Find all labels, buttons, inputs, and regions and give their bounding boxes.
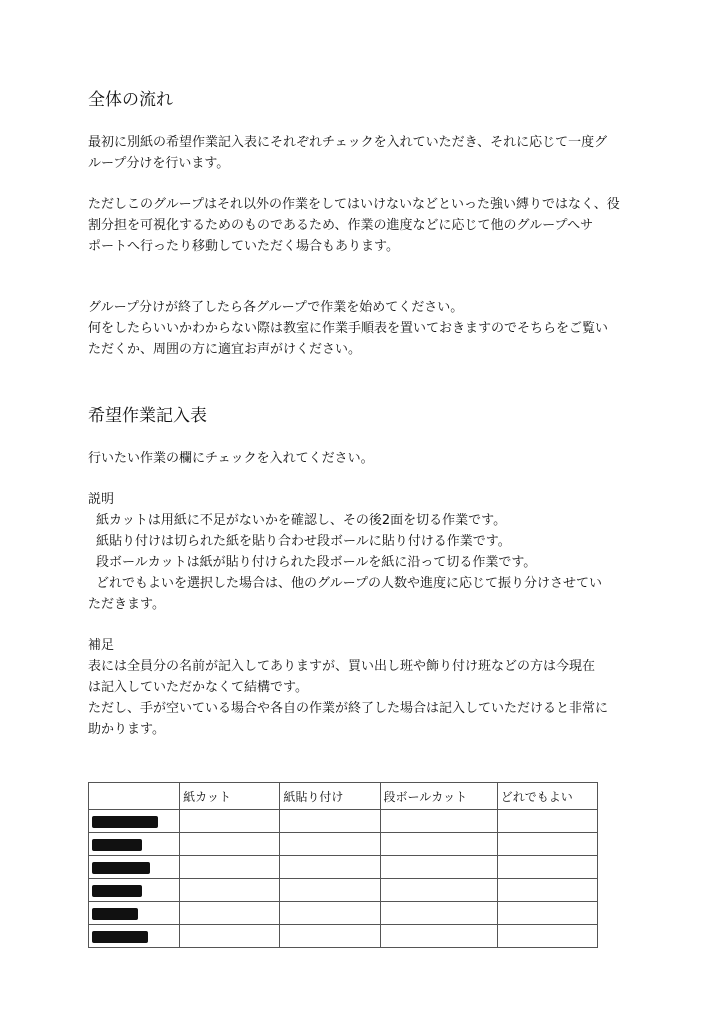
check-cell[interactable] [180,856,280,879]
paragraph-line: ただしこのグループはそれ以外の作業をしてはいけないなどといった強い縛りではなく、役 [88,197,620,212]
paragraph-line: グループ分けが終了したら各グループで作業を始めてください。 [88,300,464,315]
check-cell[interactable] [497,925,597,948]
paragraph-line: 最初に別紙の希望作業記入表にそれぞれチェックを入れていただき、それに応じて一度グ [88,135,608,150]
paragraph-line: 何をしたらいいかわからない際は教室に作業手順表を置いておきますのでそちらをご覧い [88,321,609,336]
table-row [89,810,598,833]
explain-line: 紙カットは用紙に不足がないかを確認し、その後2面を切る作業です。 [96,513,507,528]
explain-line: 紙貼り付けは切られた紙を貼り合わせ段ボールに貼り付ける作業です。 [96,534,511,549]
table-row [89,856,598,879]
intro-text: 行いたい作業の欄にチェックを入れてください。 [88,451,374,466]
redacted-name [89,856,180,879]
check-cell[interactable] [180,833,280,856]
section-title-overall-flow: 全体の流れ [88,90,173,110]
check-cell[interactable] [280,925,380,948]
paragraph-line: 割分担を可視化するためのものであるため、作業の進度などに応じて他のグループへサ [88,218,594,233]
header-name-column [89,783,180,810]
note-line: 表には全員分の名前が記入してありますが、買い出し班や飾り付け班などの方は今現在 [88,659,596,674]
redacted-name [89,833,180,856]
note-line: 助かります。 [88,722,165,737]
check-cell[interactable] [497,902,597,925]
check-cell[interactable] [180,902,280,925]
check-cell[interactable] [497,810,597,833]
header-any: どれでもよい [497,783,597,810]
check-cell[interactable] [380,879,497,902]
table-row [89,925,598,948]
check-cell[interactable] [280,902,380,925]
redacted-name [89,879,180,902]
table-row [89,833,598,856]
check-cell[interactable] [380,810,497,833]
request-table [88,782,598,948]
document-content [88,88,640,948]
check-cell[interactable] [280,879,380,902]
check-cell[interactable] [280,810,380,833]
header-paper-paste: 紙貼り付け [280,783,380,810]
paragraph-line: ただくか、周囲の方に適宜お声がけください。 [88,342,362,357]
check-cell[interactable] [497,856,597,879]
check-cell[interactable] [180,810,280,833]
check-cell[interactable] [497,833,597,856]
check-cell[interactable] [180,925,280,948]
explain-heading: 説明 [88,492,115,507]
note-line: は記入していただかなくて結構です。 [88,680,308,695]
header-cardboard-cut: 段ボールカット [380,783,497,810]
explain-line: どれでもよいを選択した場合は、他のグループの人数や進度に応じて振り分けさせてい [96,576,602,591]
explain-line: 段ボールカットは紙が貼り付けられた段ボールを紙に沿って切る作業です。 [96,555,537,570]
check-cell[interactable] [497,879,597,902]
table-row [89,902,598,925]
check-cell[interactable] [380,856,497,879]
redacted-name [89,810,180,833]
check-cell[interactable] [280,833,380,856]
explain-line: ただきます。 [88,597,165,612]
redacted-name [89,925,180,948]
redacted-name [89,902,180,925]
section-title-request-form: 希望作業記入表 [88,406,207,426]
note-heading: 補足 [88,638,115,653]
check-cell[interactable] [380,925,497,948]
paragraph-line: ポートへ行ったり移動していただく場合もあります。 [88,239,399,254]
paragraph-line: ループ分けを行います。 [88,156,230,171]
header-paper-cut: 紙カット [180,783,280,810]
table-header-row [89,783,598,810]
check-cell[interactable] [380,902,497,925]
check-cell[interactable] [180,879,280,902]
note-line: ただし、手が空いている場合や各自の作業が終了した場合は記入していただけると非常に [88,701,609,716]
check-cell[interactable] [280,856,380,879]
check-cell[interactable] [380,833,497,856]
table-row [89,879,598,902]
